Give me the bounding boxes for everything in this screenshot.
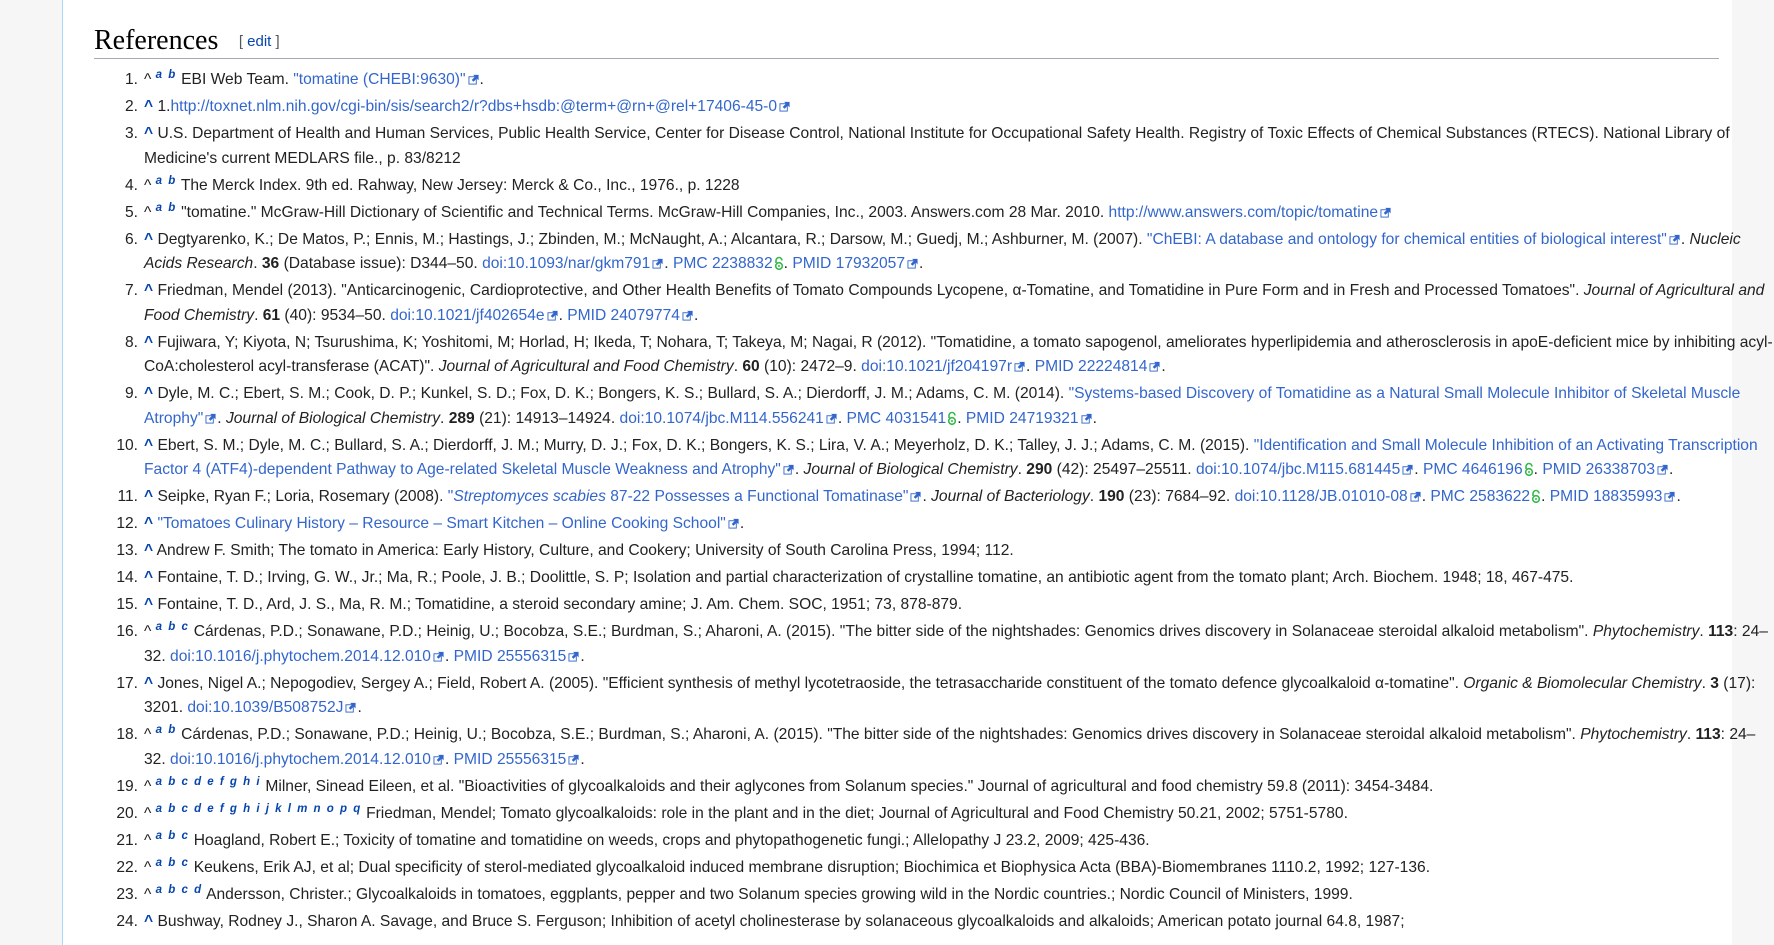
backlink-letters[interactable]: a b c d e f g h i [155, 775, 262, 788]
backlink-letters[interactable]: a b c [155, 856, 190, 869]
backlink-caret[interactable]: ^ [144, 674, 154, 692]
volume-number: 36 [261, 255, 280, 272]
external-link[interactable]: PMID 24079774 [567, 306, 680, 324]
backlink-caret[interactable]: ^ [144, 515, 154, 532]
content-area [62, 0, 1773, 945]
external-link-icon [652, 258, 664, 269]
external-link[interactable]: http://toxnet.nlm.nih.gov/cgi-bin/sis/search2/r?dbs+hsdb:@term+@rn+@rel+17406-45-0 [170, 98, 778, 115]
volume-number: 113 [1708, 623, 1734, 640]
external-link-icon [682, 310, 694, 321]
external-link-icon [568, 651, 580, 662]
reference-text: (40): 9534–50. [280, 306, 391, 324]
reference-text: . [1414, 461, 1423, 478]
reference-item [116, 434, 1774, 483]
reference-text: . [739, 515, 745, 532]
reference-text: . [580, 750, 585, 768]
external-link-icon [783, 464, 795, 475]
reference-number: 8. [124, 333, 138, 351]
external-link[interactable]: PMC 4031541 [846, 409, 947, 427]
backlink-caret[interactable]: ^ [144, 436, 154, 454]
reference-text: . [664, 255, 673, 272]
external-link-icon [568, 754, 580, 765]
external-link[interactable]: "Systems-based Discovery of Tomatidine as a Natural Small Molecule Inhibitor of Skeletal Muscle Atrophy" [144, 385, 1741, 427]
reference-text: (10): 2472–9. [759, 358, 862, 375]
external-link-icon [1664, 491, 1676, 502]
external-link-icon [345, 702, 357, 713]
journal-name: Journal of Bacteriology [931, 488, 1090, 505]
reference-item [124, 174, 1774, 199]
external-link[interactable]: PMC 2238832 [672, 255, 773, 272]
reference-text: (Database issue): D344–50. [279, 255, 483, 272]
reference-text: . [580, 647, 585, 665]
reference-text: (17): 3201. [144, 674, 1756, 716]
volume-number: 113 [1695, 726, 1721, 743]
reference-number: 13. [116, 542, 138, 559]
volume-number: 290 [1026, 461, 1053, 478]
external-link[interactable]: "Identification and Small Molecule Inhibition of an Activating Transcription Factor 4 (ATF4)-dependent Pathway to Age-related Skeletal Muscle Weakness and Atrophy" [144, 436, 1758, 478]
reference-text: Friedman, Mendel; Tomato glycoalkaloids: role in the plant and in the diet; Journal of Agricultural and Food Chemistry 50.21, 2002; 5751-5780. [366, 804, 1348, 822]
reference-text: Fontaine, T. D., Ard, J. S., Ma, R. M.; Tomatidine, a steroid secondary amine; J. Am. Chem. SOC, 1951; 73, 878-879. [157, 596, 963, 613]
reference-number: 11. [117, 488, 138, 505]
reference-text: . [1161, 358, 1166, 375]
reference-text: Andrew F. Smith; The tomato in America: Early History, Culture, and Cookery; University of South Carolina Press, 1994; 112. [156, 542, 1014, 559]
external-link[interactable]: PMID 18835993 [1549, 488, 1663, 505]
backlink-caret[interactable]: ^ [144, 542, 154, 559]
external-link[interactable]: doi:10.1128/JB.01010-08 [1234, 488, 1408, 505]
reference-text: Milner, Sinead Eileen, et al. "Bioactivities of glycoalkaloids and their aglycones from Solanum species." Journal of agricultural and food chemistry 59.8 (2011): 3454-3484. [265, 777, 1434, 795]
reference-number: 5. [124, 203, 138, 221]
external-link[interactable]: 87-22 Possesses a Functional Tomatinase" [605, 488, 909, 505]
reference-text: (21): 14913–14924. [474, 409, 620, 427]
external-link[interactable]: doi:10.1074/jbc.M115.681445 [1195, 461, 1401, 478]
external-link-icon [1657, 464, 1669, 475]
reference-text: The Merck Index. 9th ed. Rahway, New Jersey: Merck & Co., Inc., 1976., p. 1228 [180, 176, 740, 194]
external-link-icon [1410, 491, 1422, 502]
external-link[interactable]: Streptomyces scabies [453, 488, 606, 505]
external-link[interactable]: "Tomatoes Culinary History – Resource – Smart Kitchen – Online Cooking School" [157, 515, 726, 532]
reference-text: . [693, 306, 699, 324]
reference-text: Fontaine, T. D.; Irving, G. W., Jr.; Ma, R.; Poole, J. B.; Doolittle, S. P; Isolation and partial characterization of crystalline tomatine, an antibiotic agent from the tomato plant; Arch. Biochem. 1948; 18, 467-475. [157, 569, 1574, 586]
reference-text: Seipke, Ryan F.; Loria, Rosemary (2008). [157, 488, 448, 505]
backlink-caret: ^ [144, 885, 152, 903]
reference-text: . [1669, 461, 1674, 478]
reference-text: Jones, Nigel A.; Nepogodiev, Sergey A.; Field, Robert A. (2005). "Efficient synthesis of methyl lycotetraoside, the tetrasaccharide constituent of the tomato defence glycoalkaloid α-tomatine". [157, 674, 1464, 692]
edit-section: [ edit ] [238, 33, 280, 50]
backlink-letters[interactable]: a b [155, 723, 177, 736]
backlink-caret: ^ [144, 203, 152, 221]
external-link-icon [1081, 413, 1093, 424]
reference-text: . [254, 306, 263, 324]
reference-item [116, 672, 1774, 721]
journal-name: Journal of Agricultural and Food Chemistry [144, 282, 1765, 324]
reference-item [117, 485, 1774, 510]
reference-number: 20. [116, 804, 138, 822]
reference-number: 3. [124, 125, 138, 142]
reference-text: EBI Web Team. [181, 71, 294, 88]
open-access-lock-icon [947, 412, 957, 425]
reference-item [116, 883, 1774, 908]
reference-text: U.S. Department of Health and Human Services, Public Health Service, Center for Disease Control, National Institute for Occupational Safety Health. Registry of Toxic Effects of Chemical Substances (RTECS). National Library of Medicine's current MEDLARS file., p. 83/8212 [144, 125, 1730, 167]
external-link[interactable]: http://www.answers.com/topic/tomatine [1108, 203, 1379, 221]
reference-text: . [783, 255, 793, 272]
external-link[interactable]: "ChEBI: A database and ontology for chemical entities of biological interest" [1146, 230, 1667, 248]
reference-item [124, 331, 1774, 380]
reference-text: Fujiwara, Y; Kiyota, N; Tsurushima, K; Yoshitomi, M; Horlad, H; Ikeda, T; Nohara, T; Takeya, M; Nagai, R (2012). "Tomatidine, a tomato sapogenol, ameliorates hyperlipidemia and atherosclerosis in apoE-deficient mice by inhibiting acyl-CoA:cholesterol acyl-transferase (ACAT)". [144, 333, 1773, 375]
reference-text: . [1017, 461, 1027, 478]
open-access-lock-icon [774, 257, 784, 270]
reference-text: . [1676, 488, 1681, 505]
reference-number: 19. [116, 777, 138, 795]
external-link-icon [433, 754, 445, 765]
reference-item [124, 228, 1774, 277]
external-link[interactable]: doi:10.1093/nar/gkm791 [482, 255, 651, 272]
backlink-caret[interactable]: ^ [144, 282, 154, 299]
external-link-icon [910, 491, 922, 502]
backlink-caret: ^ [144, 623, 152, 640]
external-link[interactable]: doi:10.1039/B508752J [187, 699, 344, 716]
external-link[interactable]: doi:10.1021/jf402654e [390, 306, 545, 324]
external-link-icon [779, 101, 791, 112]
backlink-caret: ^ [144, 831, 152, 849]
reference-text: . [357, 699, 362, 716]
reference-number: 23. [116, 885, 138, 903]
backlink-caret[interactable]: ^ [144, 230, 154, 248]
reference-item [116, 593, 1774, 618]
backlink-letters[interactable]: a b c d e f g h i j k l m n o p q [155, 802, 362, 815]
reference-item [116, 723, 1774, 772]
section-heading [94, 24, 1719, 59]
backlink-letters[interactable]: a b [155, 68, 177, 81]
external-link[interactable]: doi:10.1021/jf204197r [861, 358, 1013, 375]
reference-text: . [1699, 623, 1709, 640]
reference-text: . [217, 409, 226, 427]
reference-number: 7. [124, 282, 138, 299]
external-link-icon [1669, 234, 1681, 245]
reference-item [124, 122, 1774, 171]
references-list [116, 68, 1774, 937]
reference-text: Bushway, Rodney J., Sharon A. Savage, and Bruce S. Ferguson; Inhibition of acetyl cholinesterase by solanaceous glycoalkaloids and alkaloids; American potato journal 64.8, 1987; [157, 912, 1405, 930]
reference-text: . [1089, 488, 1099, 505]
reference-item [116, 512, 1774, 537]
external-link[interactable]: PMID 24719321 [965, 409, 1079, 427]
backlink-caret: ^ [144, 71, 152, 88]
backlink-caret[interactable]: ^ [144, 125, 154, 142]
reference-number: 9. [124, 385, 138, 402]
backlink-caret: ^ [144, 176, 152, 194]
journal-name: Journal of Biological Chemistry [225, 409, 441, 427]
reference-text: Cárdenas, P.D.; Sonawane, P.D.; Heinig, U.; Bocobza, S.E.; Burdman, S.; Aharoni, A. (2015). "The bitter side of the nightshades: Genomics drives discovery in Solanaceae steroidal alkaloid metabolism". [193, 623, 1593, 640]
reference-item [116, 910, 1774, 935]
volume-number: 60 [742, 358, 760, 375]
reference-text: . [1541, 488, 1550, 505]
reference-text: . [1680, 230, 1690, 248]
backlink-caret: ^ [144, 858, 152, 876]
backlink-caret[interactable]: ^ [144, 569, 154, 586]
reference-item [116, 566, 1774, 591]
reference-text: Keukens, Erik AJ, et al; Dual specificity of sterol-mediated glycoalkaloid induced membrane disruption; Biochimica et Biophysica Acta (BBA)-Biomembranes 1110.2, 1992; 127-136. [193, 858, 1431, 876]
reference-number: 10. [116, 436, 138, 454]
reference-text: Andersson, Christer.; Glycoalkaloids in tomatoes, eggplants, pepper and two Solanum species growing wild in the Nordic countries.; Nordic Council of Ministers, 1999. [206, 885, 1353, 903]
external-link-icon [547, 310, 559, 321]
reference-text: Dyle, M. C.; Ebert, S. M.; Cook, D. P.; Kunkel, S. D.; Fox, D. K.; Bongers, K. S.; Bullard, S. A.; Dierdorff, J. M.; Adams, C. M. (2014). [157, 385, 1069, 402]
journal-name: Nucleic Acids Research [144, 230, 1741, 272]
reference-number: 24. [116, 912, 138, 930]
reference-text: . [1533, 461, 1543, 478]
reference-text: . [837, 409, 847, 427]
external-link[interactable]: PMID 25556315 [453, 750, 567, 768]
external-link[interactable]: " [447, 488, 454, 505]
reference-number: 22. [116, 858, 138, 876]
backlink-letters[interactable]: a b c [155, 829, 190, 842]
reference-number: 16. [116, 623, 138, 640]
reference-text: . [479, 71, 484, 88]
backlink-caret[interactable]: ^ [144, 98, 154, 115]
reference-number: 1. [124, 71, 138, 88]
volume-number: 3 [1710, 674, 1719, 692]
volume-number: 289 [448, 409, 475, 427]
open-access-lock-icon [1531, 490, 1541, 503]
reference-item [124, 68, 1774, 93]
backlink-caret[interactable]: ^ [144, 488, 154, 505]
section-title: References [94, 25, 219, 56]
external-link[interactable]: PMC 4646196 [1422, 461, 1523, 478]
volume-number: 61 [262, 306, 281, 324]
external-link-icon [205, 413, 217, 424]
reference-text: : 24–32. [144, 726, 1756, 768]
external-link[interactable]: PMID 26338703 [1542, 461, 1656, 478]
reference-text: . [444, 647, 454, 665]
external-link[interactable]: "tomatine (CHEBI:9630)" [293, 71, 466, 88]
reference-number: 2. [124, 98, 138, 115]
external-link-icon [907, 258, 919, 269]
reference-item [124, 382, 1774, 431]
external-link-icon [433, 651, 445, 662]
reference-text: . [922, 488, 932, 505]
external-link-icon [728, 518, 740, 529]
backlink-letters[interactable]: a b [155, 201, 177, 214]
journal-name: Journal of Agricultural and Food Chemistry [438, 358, 734, 375]
reference-text: . [1421, 488, 1431, 505]
backlink-caret: ^ [144, 804, 152, 822]
reference-item [124, 201, 1774, 226]
reference-text: 1. [157, 98, 171, 115]
reference-text: (42): 25497–25511. [1052, 461, 1196, 478]
reference-text: . [558, 306, 568, 324]
reference-text: . [957, 409, 966, 427]
backlink-letters[interactable]: a b [155, 174, 177, 187]
reference-item [124, 279, 1774, 328]
reference-text: Friedman, Mendel (2013). "Anticarcinogenic, Cardioprotective, and Other Health Benefits of Tomato Compounds Lycopene, α-Tomatine, and Tomatidine in Pure Form and in Fresh and Processed Tomatoes". [157, 282, 1584, 299]
reference-text: Degtyarenko, K.; De Matos, P.; Ennis, M.; Hastings, J.; Zbinden, M.; McNaught, A.; Alcantara, R.; Darsow, M.; Guedj, M.; Ashburner, M. (2007). [157, 230, 1147, 248]
reference-item [116, 829, 1774, 854]
external-link[interactable]: doi:10.1016/j.phytochem.2014.12.010 [170, 750, 431, 768]
reference-text: Cárdenas, P.D.; Sonawane, P.D.; Heinig, U.; Bocobza, S.E.; Burdman, S.; Aharoni, A. (2015). "The bitter side of the nightshades: Genomics drives discovery in Solanaceae steroidal alkaloid metabolism". [181, 726, 1581, 743]
external-link[interactable]: doi:10.1016/j.phytochem.2014.12.010 [170, 647, 431, 665]
reference-text: . [733, 358, 743, 375]
reference-number: 15. [116, 596, 138, 613]
reference-item [116, 802, 1774, 827]
external-link-icon [826, 413, 838, 424]
external-link[interactable]: PMID 17932057 [792, 255, 906, 272]
journal-name: Phytochemistry [1592, 623, 1700, 640]
reference-text: . [794, 461, 804, 478]
external-link-icon [1149, 361, 1161, 372]
backlink-caret: ^ [144, 777, 152, 795]
reference-item [116, 539, 1774, 564]
backlink-letters[interactable]: a b c [155, 620, 190, 633]
external-link-icon [1402, 464, 1414, 475]
backlink-letters[interactable]: a b c d [155, 883, 203, 896]
reference-item [116, 856, 1774, 881]
reference-text: . [440, 409, 449, 427]
external-link[interactable]: PMID 25556315 [453, 647, 567, 665]
reference-text: . [444, 750, 454, 768]
backlink-caret[interactable]: ^ [144, 912, 154, 930]
backlink-caret[interactable]: ^ [144, 385, 154, 402]
reference-number: 12. [116, 515, 138, 532]
reference-item [124, 95, 1774, 120]
reference-text: . [1026, 358, 1035, 375]
backlink-caret[interactable]: ^ [144, 596, 154, 613]
external-link-icon [468, 74, 480, 85]
reference-number: 4. [124, 176, 138, 194]
reference-number: 14. [116, 569, 138, 586]
reference-text: . [1686, 726, 1696, 743]
reference-text: : 24–32. [144, 623, 1768, 665]
reference-number: 18. [116, 726, 138, 743]
reference-item [116, 775, 1774, 800]
journal-name: Journal of Biological Chemistry [803, 461, 1018, 478]
reference-number: 6. [124, 230, 138, 248]
reference-text: . [253, 255, 262, 272]
reference-text: . [1701, 674, 1711, 692]
backlink-caret[interactable]: ^ [144, 333, 154, 351]
backlink-caret: ^ [144, 726, 152, 743]
reference-text: (23): 7684–92. [1124, 488, 1235, 505]
reference-number: 21. [116, 831, 138, 849]
journal-name: Organic & Biomolecular Chemistry [1463, 674, 1702, 692]
reference-text: . [919, 255, 924, 272]
volume-number: 190 [1098, 488, 1125, 505]
external-link-icon [1014, 361, 1026, 372]
reference-number: 17. [116, 674, 138, 692]
reference-text: Hoagland, Robert E.; Toxicity of tomatine and tomatidine on weeds, crops and phytopathogenetic fungi.; Allelopathy J 23.2, 2009; 425-436. [193, 831, 1150, 849]
external-link-icon [1380, 207, 1392, 218]
external-link[interactable]: doi:10.1074/jbc.M114.556241 [619, 409, 824, 427]
reference-item [116, 620, 1774, 669]
journal-name: Phytochemistry [1580, 726, 1687, 743]
external-link[interactable]: PMC 2583622 [1430, 488, 1531, 505]
edit-link[interactable]: edit [247, 33, 272, 50]
external-link[interactable]: PMID 22224814 [1034, 358, 1148, 375]
reference-text: . [1092, 409, 1097, 427]
reference-text: "tomatine." McGraw-Hill Dictionary of Scientific and Technical Terms. McGraw-Hill Companies, Inc., 2003. Answers.com 28 Mar. 2010. [181, 203, 1109, 221]
reference-text: Ebert, S. M.; Dyle, M. C.; Bullard, S. A.; Dierdorff, J. M.; Murry, D. J.; Fox, D. K.; Bongers, K. S.; Lira, V. A.; Meyerholz, D. K.; Talley, J. J.; Adams, C. M. (2015). [157, 436, 1254, 454]
open-access-lock-icon [1524, 463, 1534, 476]
